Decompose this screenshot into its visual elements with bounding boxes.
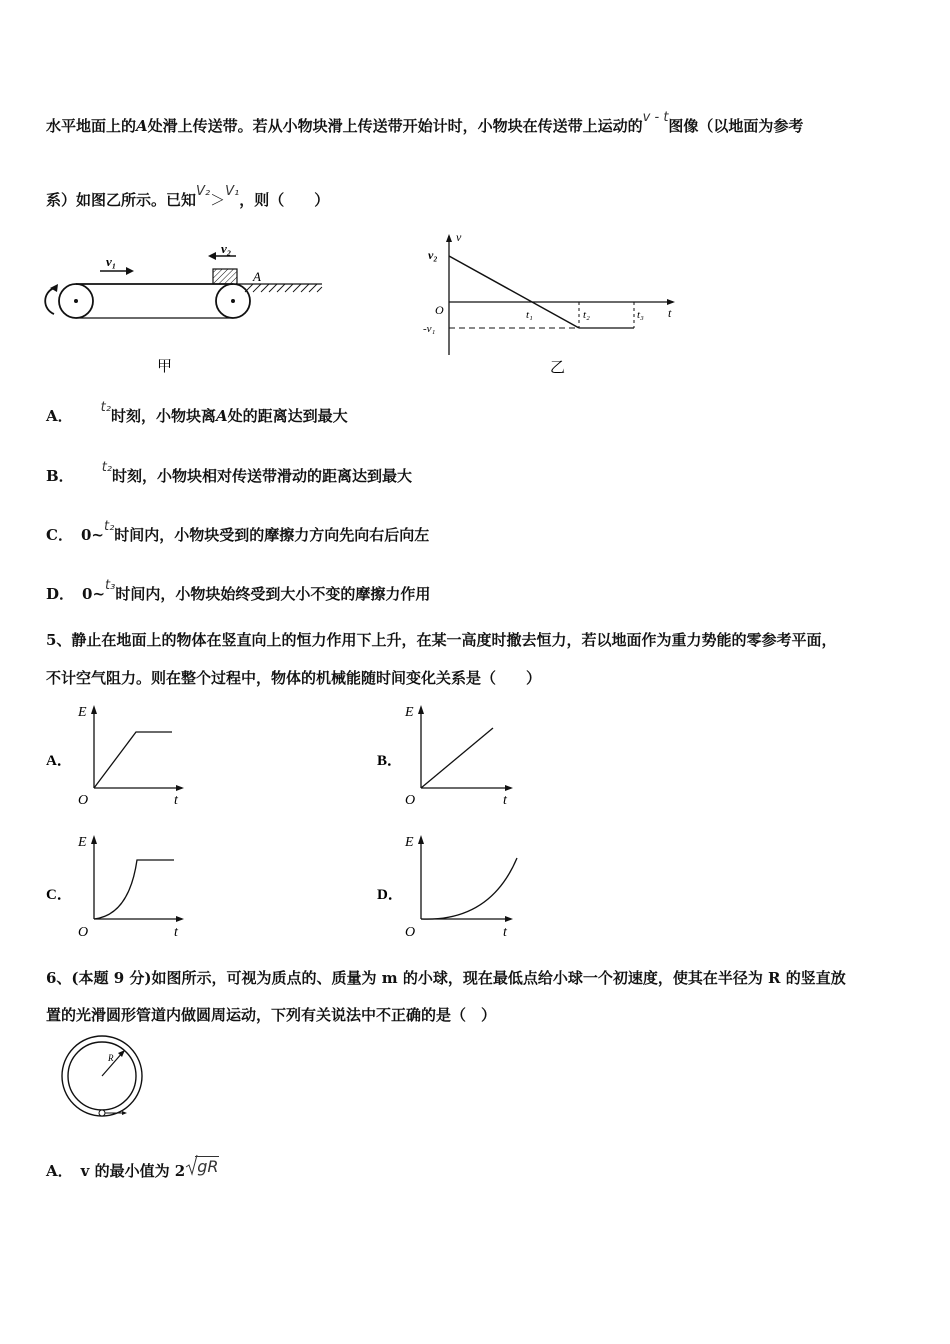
velocity-line: [449, 256, 579, 328]
q5-stem-line1: 5、静止在地面上的物体在竖直向上的恒力作用下上升，在某一高度时撤去恒力，若以地面作为重力势能的零参考平面，: [46, 631, 837, 649]
neg-v1-tick-label: -v₁: [423, 323, 436, 335]
v2-tick-label: v₂: [428, 248, 438, 262]
q5-option-c[interactable]: [44, 830, 204, 942]
vt-symbol: v - t: [642, 110, 669, 125]
sqrt-gR: gR: [197, 1157, 219, 1176]
svg-text:t: t: [174, 925, 178, 940]
q5-option-b[interactable]: [375, 700, 535, 810]
svg-text:B．: B．: [377, 753, 403, 769]
svg-text:O: O: [78, 925, 89, 940]
q6-circular-tube-figure: [58, 1034, 148, 1124]
q6-option-a[interactable]: A． v 的最小值为 2 gR: [46, 1157, 219, 1180]
svg-text:t: t: [174, 793, 178, 808]
energy-curve-d: [421, 858, 517, 919]
svg-text:O: O: [78, 793, 89, 808]
block: [213, 269, 237, 284]
svg-text:E: E: [405, 835, 414, 850]
q6-stem-line1: 6、(本题 9 分)如图所示，可视为质点的、质量为 m 的小球，现在最低点给小球一个初速度，使其在半径为 R 的竖直放: [46, 969, 846, 987]
q5-option-d[interactable]: [375, 830, 535, 942]
caption-yi: 乙: [550, 360, 566, 376]
figure-jia: [40, 236, 330, 381]
q6-stem-line2: 置的光滑圆形管道内做圆周运动，下列有关说法中不正确的是（ ）: [46, 1006, 497, 1024]
t3-tick-label: t₃: [637, 309, 644, 321]
caption-jia: 甲: [157, 359, 173, 375]
q4-stem-line2: 系）如图乙所示。已知V₂＞V₁，则（ ）: [46, 184, 330, 209]
svg-text:E: E: [78, 705, 87, 720]
svg-text:C．: C．: [46, 887, 72, 903]
svg-text:E: E: [78, 835, 87, 850]
svg-text:E: E: [405, 705, 414, 720]
rotation-arrow-icon: [45, 288, 54, 314]
sqrt-sign-icon: [185, 1154, 199, 1176]
svg-text:O: O: [405, 793, 416, 808]
energy-curve-b: [421, 728, 493, 788]
figure-yi: [418, 228, 688, 378]
axis-v-label: v: [456, 230, 462, 244]
svg-text:D．: D．: [377, 887, 403, 903]
q4-stem-line1: 水平地面上的A处滑上传送带。若从小物块滑上传送带开始计时，小物块在传送带上运动的v - t图像（以地面为参考: [46, 110, 804, 135]
v1-label: v₁: [106, 254, 117, 269]
q4-option-c[interactable]: C． 0~t₂时间内，小物块受到的摩擦力方向先向右后向左: [46, 519, 430, 544]
svg-text:t: t: [503, 925, 507, 940]
svg-text:t: t: [503, 793, 507, 808]
point-A-label: A: [253, 269, 261, 284]
radius-label: R: [108, 1053, 114, 1063]
q4-option-a[interactable]: A． t₂时刻，小物块离A处的距离达到最大: [46, 400, 348, 425]
q5-option-a[interactable]: [44, 700, 204, 810]
axis-t-label: t: [668, 306, 672, 320]
svg-text:O: O: [405, 925, 416, 940]
q4-option-b[interactable]: B． t₂时刻，小物块相对传送带滑动的距离达到最大: [46, 460, 413, 485]
t1-tick-label: t₁: [526, 309, 533, 321]
q4-option-d[interactable]: D． 0~t₃时间内，小物块始终受到大小不变的摩擦力作用: [46, 578, 431, 603]
origin-label: O: [435, 303, 444, 317]
svg-text:A．: A．: [46, 753, 72, 769]
ball: [99, 1110, 105, 1116]
q5-stem-line2: 不计空气阻力。则在整个过程中，物体的机械能随时间变化关系是（ ）: [46, 669, 542, 687]
t2-tick-label: t₂: [583, 309, 590, 321]
v2-label: v₂: [221, 241, 232, 256]
energy-curve-c: [94, 860, 174, 919]
energy-curve-a: [94, 732, 172, 788]
